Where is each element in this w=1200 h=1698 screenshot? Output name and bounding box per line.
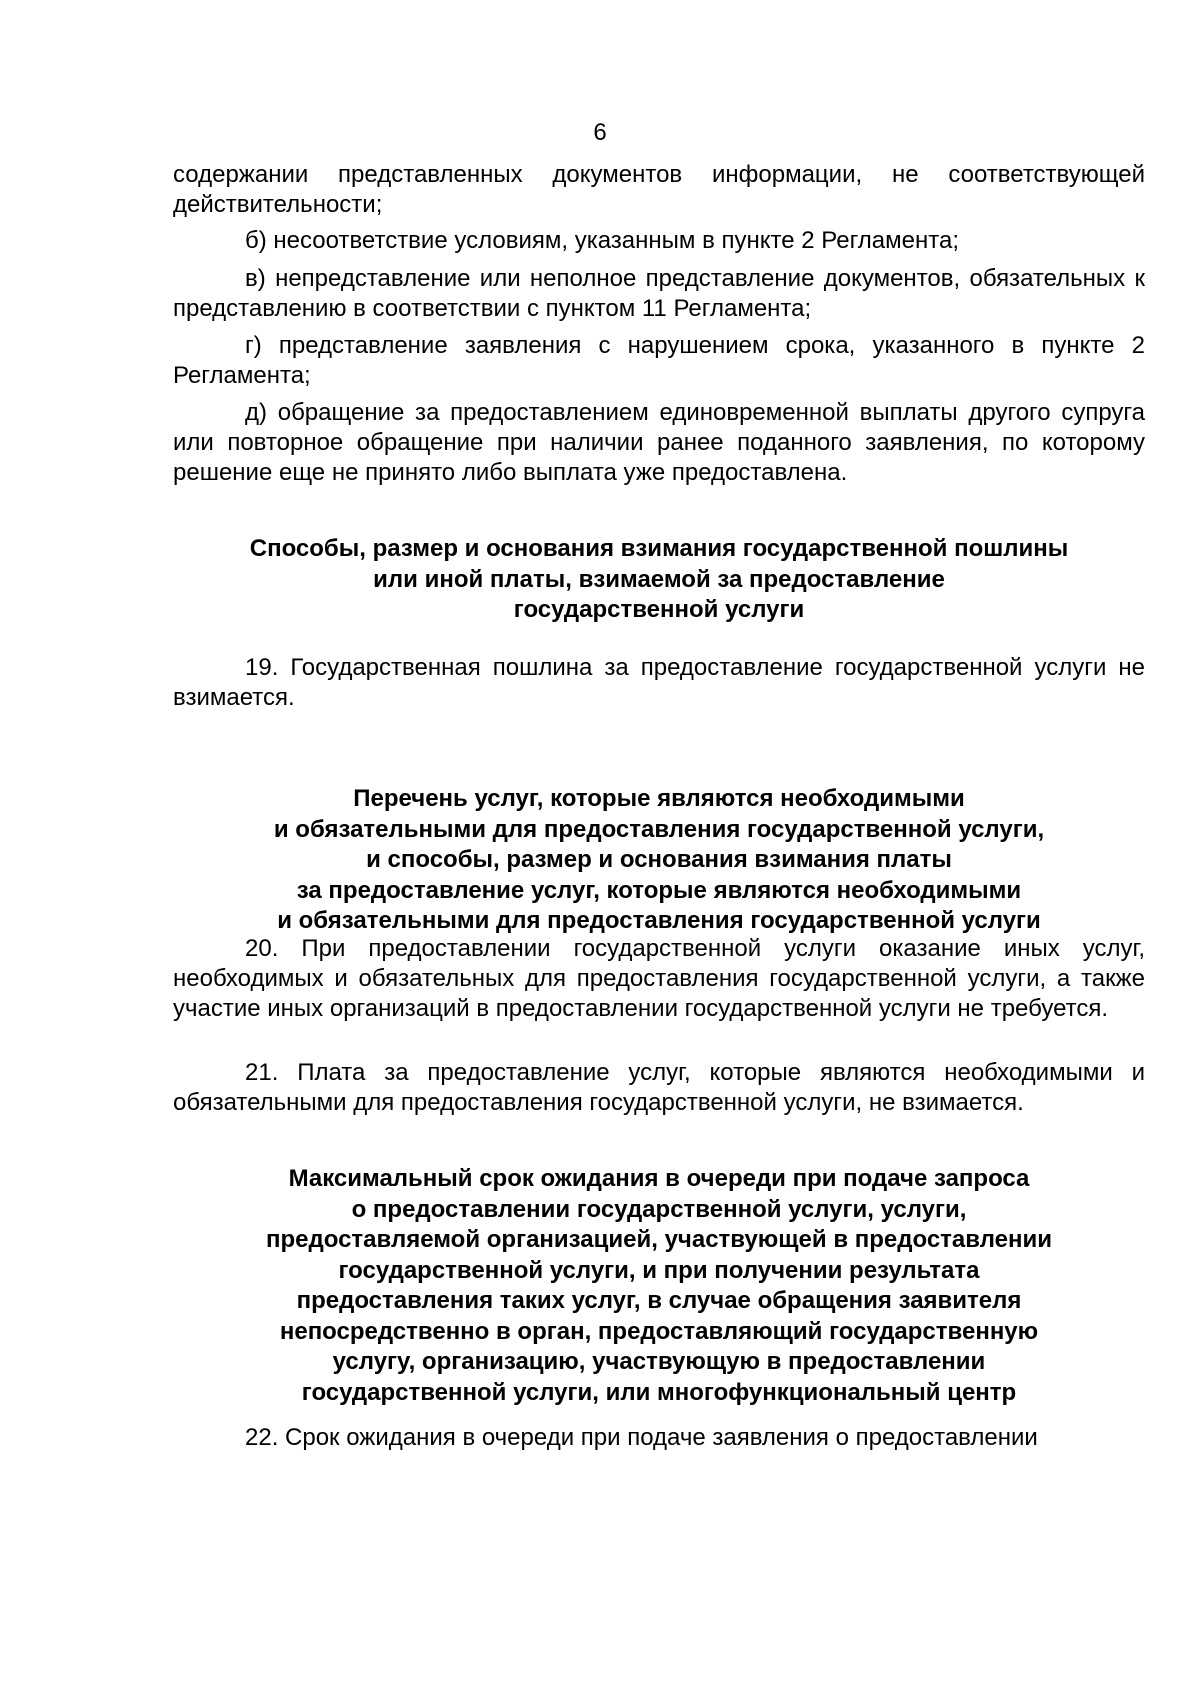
paragraph-item-d: д) обращение за предоставлением единовременной выплаты другого супруга или повторное обращение при наличии ранее поданного заявления, по которому решение еще не принято либо выплата уже предоставлена. <box>173 399 1145 486</box>
paragraph-21: 21. Плата за предоставление услуг, которые являются необходимыми и обязательными для предоставления государственной услуги, не взимается. <box>173 1059 1145 1116</box>
heading-line: за предоставление услуг, которые являются необходимыми <box>296 876 1022 904</box>
paragraph-item-v: в) непредставление или неполное представление документов, обязательных к представлению в соответствии с пунктом 11 Регламента; <box>173 265 1145 322</box>
heading-line: предоставляемой организацией, участвующей в предоставлении <box>265 1226 1052 1253</box>
heading-line: непосредственно в орган, предоставляющий государственную <box>279 1317 1039 1345</box>
heading-line: Перечень услуг, которые являются необходимыми <box>353 785 965 812</box>
paragraph-continuation: содержании представленных документов информации, не соответствующей действительности; <box>173 161 1145 218</box>
page-number: 6 <box>593 119 607 146</box>
section-heading-required-services <box>173 784 1145 937</box>
heading-line: Способы, размер и основания взимания государственной пошлины <box>249 535 1069 562</box>
paragraph-20: 20. При предоставлении государственной услуги оказание иных услуг, необходимых и обязательных для предоставления государственной услуги, а также участие иных организаций в предоставлении государственной услуги не требуется. <box>173 935 1145 1022</box>
heading-line: или иной платы, взимаемой за предоставление <box>373 565 945 593</box>
heading-line: государственной услуги, или многофункциональный центр <box>301 1378 1017 1406</box>
section-heading-queue-time <box>173 1164 1145 1408</box>
heading-line: государственной услуги, и при получении результата <box>338 1256 980 1284</box>
paragraph-22: 22. Срок ожидания в очереди при подаче заявления о предоставлении <box>245 1424 1038 1451</box>
heading-line: и обязательными для предоставления государственной услуги, <box>273 815 1045 843</box>
heading-line: Максимальный срок ожидания в очереди при подаче запроса <box>288 1165 1030 1192</box>
section-heading-fees <box>173 534 1145 626</box>
heading-line: государственной услуги <box>513 596 805 623</box>
paragraph-item-g: г) представление заявления с нарушением срока, указанного в пункте 2 Регламента; <box>173 332 1145 389</box>
heading-line: и обязательными для предоставления государственной услуги <box>277 907 1041 934</box>
paragraph-item-b: б) несоответствие условиям, указанным в пункте 2 Регламента; <box>245 227 959 254</box>
paragraph-19: 19. Государственная пошлина за предоставление государственной услуги не взимается. <box>173 654 1145 711</box>
heading-line: услугу, организацию, участвующую в предоставлении <box>332 1348 986 1375</box>
heading-line: предоставления таких услуг, в случае обращения заявителя <box>296 1287 1022 1314</box>
heading-line: о предоставлении государственной услуги, услуги, <box>351 1195 967 1223</box>
heading-line: и способы, размер и основания взимания платы <box>366 846 952 873</box>
